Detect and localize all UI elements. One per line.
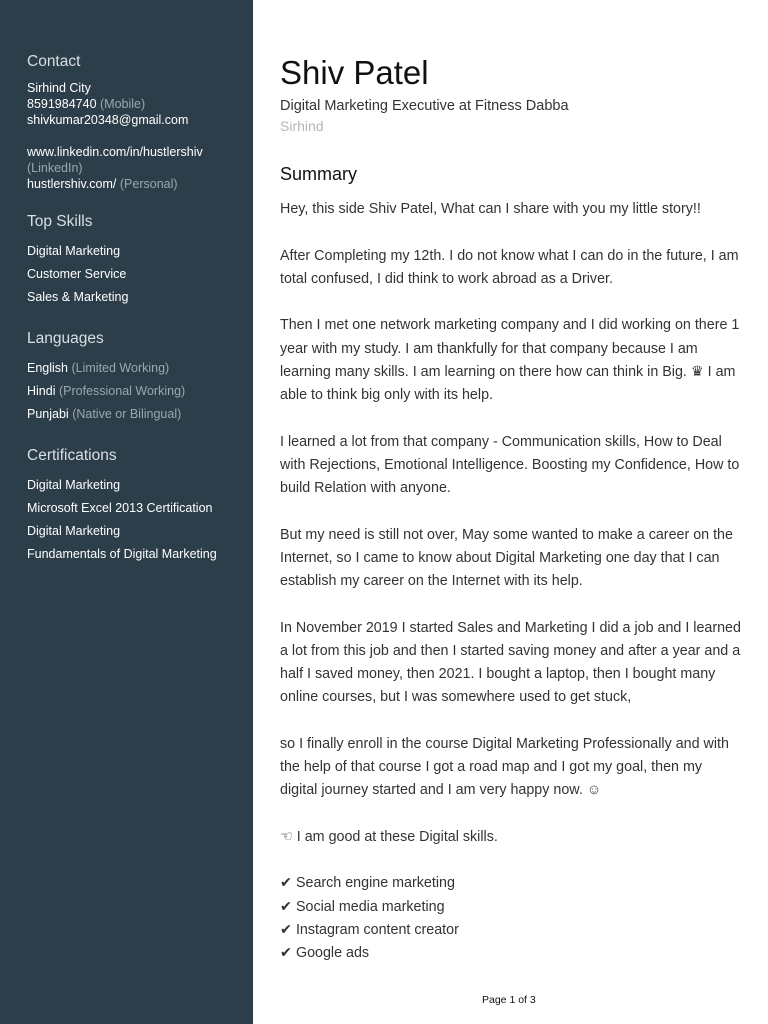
- summary-title: Summary: [280, 164, 358, 184]
- certification-item: Digital Marketing: [27, 478, 121, 492]
- certification-item: Microsoft Excel 2013 Certification: [27, 501, 213, 515]
- language-level: (Limited Working): [71, 361, 170, 375]
- profile-headline: Digital Marketing Executive at Fitness Dabba: [280, 98, 569, 114]
- top-skills-heading: Top Skills: [27, 213, 93, 230]
- website-url[interactable]: hustlershiv.com/: [27, 177, 117, 191]
- languages-heading: Languages: [27, 330, 104, 347]
- language-name: Hindi: [27, 384, 56, 398]
- language-level: (Native or Bilingual): [72, 407, 182, 421]
- summary-paragraph: so I finally enroll in the course Digital Marketing Professionally and with the help of that course I got a road map and I got my goal, then my digital journey started and I am very happy now. ☺: [280, 735, 729, 799]
- certifications-section: [27, 446, 233, 566]
- contact-linkedin[interactable]: www.linkedin.com/in/hustlershiv: [27, 145, 203, 159]
- languages-section: [27, 329, 233, 426]
- language-level: (Professional Working): [58, 384, 186, 398]
- page-number: Page 1 of 3: [482, 994, 536, 1006]
- top-skills-section: [27, 212, 233, 309]
- list-item: ✔ Social media marketing: [280, 898, 445, 915]
- summary-paragraph: Then I met one network marketing company and I did working on there 1 year with my study. I am thankfully for that company because I am learning many skills. I am learning on there how can think in Big. ♛ I am able to think big only with its help.: [280, 317, 740, 403]
- summary-paragraph: ☜ I am good at these Digital skills.: [280, 828, 498, 845]
- summary-paragraph: In November 2019 I started Sales and Marketing I did a job and I learned a lot from this job and then I started saving money and after a year and a half I saved money, then 2021. I bought a laptop, then I bought many online courses, but I was somewhere used to get stuck,: [280, 619, 741, 706]
- certification-item: Fundamentals of Digital Marketing: [27, 547, 217, 561]
- sidebar: [0, 0, 253, 1024]
- contact-email[interactable]: shivkumar20348@gmail.com: [27, 113, 189, 127]
- skill-item: Customer Service: [27, 267, 127, 281]
- contact-city: Sirhind City: [27, 81, 91, 95]
- contact-heading: Contact: [27, 53, 81, 70]
- summary-paragraph: But my need is still not over, May some wanted to make a career on the Internet, so I came to know about Digital Marketing one day that I can establish my career on the Internet with its help.: [280, 526, 733, 589]
- language-name: English: [27, 361, 68, 375]
- certifications-heading: Certifications: [27, 447, 117, 464]
- language-item: [27, 357, 233, 380]
- phone-number: 8591984740: [27, 97, 97, 111]
- contact-section: [27, 52, 233, 192]
- summary-paragraph: After Completing my 12th. I do not know what I can do in the future, I am total confused, I did think to work abroad as a Driver.: [280, 247, 739, 287]
- summary-paragraph: Hey, this side Shiv Patel, What can I share with you my little story!!: [280, 201, 701, 217]
- summary-paragraph: I learned a lot from that company - Communication skills, How to Deal with Rejections, Emotional Intelligence. Boosting my Confidence, How to build Relation with anyone.: [280, 433, 740, 496]
- profile-name: Shiv Patel: [280, 54, 429, 91]
- certification-item: Digital Marketing: [27, 524, 121, 538]
- language-item: [27, 380, 233, 403]
- skill-item: Digital Marketing: [27, 244, 121, 258]
- digital-skills-list: [280, 872, 742, 965]
- profile-location: Sirhind: [280, 118, 324, 134]
- list-item: ✔ Google ads: [280, 945, 370, 961]
- linkedin-type: (LinkedIn): [27, 161, 83, 175]
- contact-phone: [27, 96, 233, 112]
- language-name: Punjabi: [27, 407, 69, 421]
- phone-type: (Mobile): [100, 97, 146, 111]
- list-item: ✔ Instagram content creator: [280, 921, 459, 938]
- language-item: [27, 403, 233, 426]
- skill-item: Sales & Marketing: [27, 290, 129, 304]
- main-content: [280, 52, 742, 965]
- website-type: (Personal): [119, 177, 178, 191]
- list-item: ✔ Search engine marketing: [280, 875, 455, 892]
- contact-website[interactable]: [27, 176, 233, 192]
